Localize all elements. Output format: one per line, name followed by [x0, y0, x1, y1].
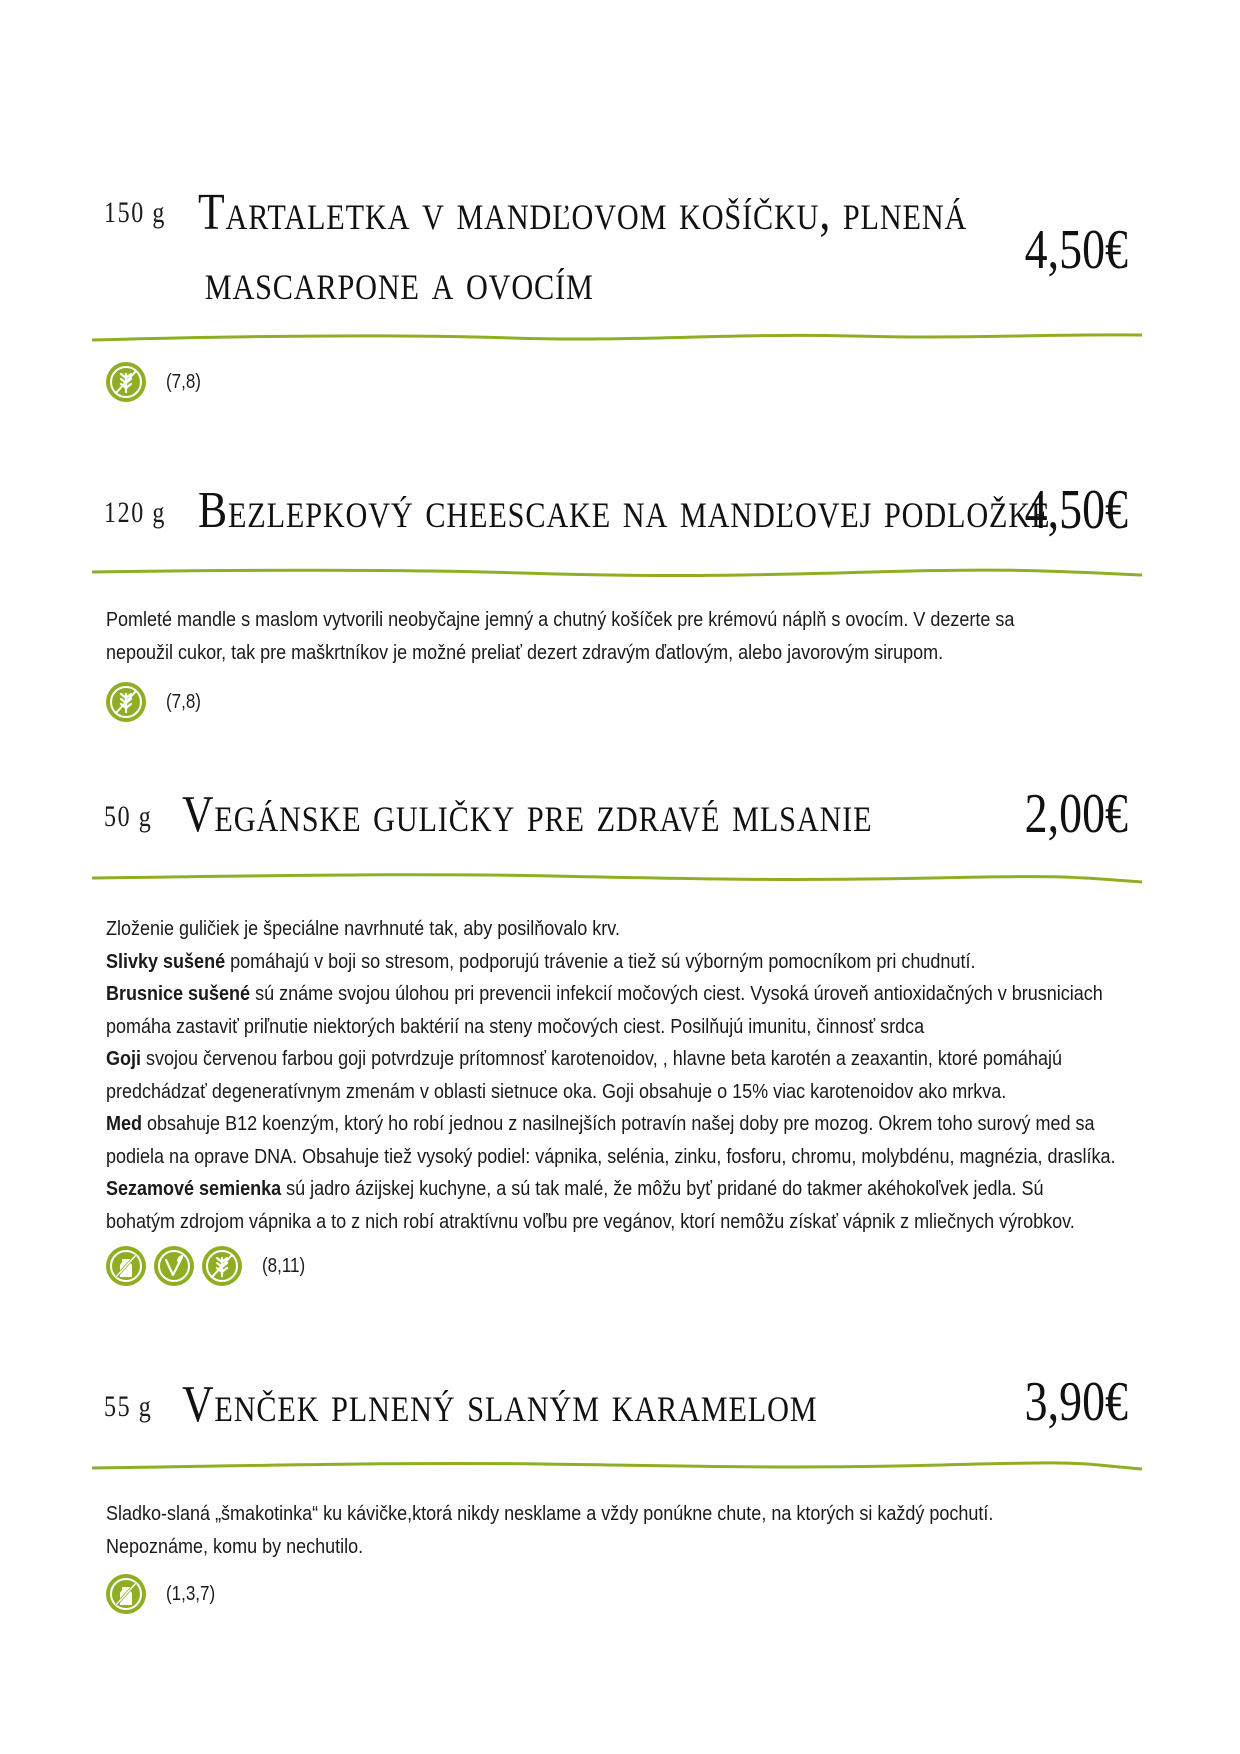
- allergen-row: [106, 1574, 224, 1614]
- allergen-row: [106, 682, 207, 722]
- description-line: Pomleté mandle s maslom vytvorili neobyčajne jemný a chutný košíček pre krémovú náplň s ovocím. V dezerte sa: [106, 609, 1015, 631]
- item-title-line: mascarpone a ovocím: [204, 254, 594, 311]
- allergen-codes: (7,8): [166, 690, 201, 713]
- description-line: Med obsahuje B12 koenzým, ktorý ho robí jednou z nasilnejších potravín našej doby pre mozog. Okrem toho surový med sa: [106, 1113, 1095, 1135]
- gluten-free-icon: [106, 682, 146, 722]
- item-description: [106, 604, 1060, 669]
- vegan-icon: [154, 1246, 194, 1286]
- item-weight: 120 g: [104, 496, 166, 529]
- description-line: Nepoznáme, komu by nechutilo.: [106, 1535, 364, 1558]
- description-line: bohatým zdrojom vápnika a to z nich robí atraktívnu voľbu pre vegánov, ktorí nemôžu získať vápnik z mliečnych výrobkov.: [106, 1210, 1075, 1233]
- allergen-codes: (7,8): [166, 370, 201, 393]
- divider-line: [92, 870, 1142, 888]
- item-price: 2,00€: [1024, 783, 1128, 845]
- item-description: [106, 1498, 1060, 1563]
- description-line: Zloženie guličiek je špeciálne navrhnuté tak, aby posilňovalo krv.: [106, 918, 620, 940]
- lactose-free-icon: [106, 1246, 146, 1286]
- allergen-codes: (8,11): [262, 1254, 306, 1277]
- divider-line: [92, 1458, 1142, 1476]
- item-price: 3,90€: [1024, 1371, 1128, 1433]
- item-weight: 50 g: [104, 800, 153, 833]
- item-title-line: Venček plnený slaným karamelom: [182, 1376, 818, 1433]
- description-line: predchádzať degeneratívnym zmenám v oblasti sietnuce oka. Goji obsahuje o 15% viac karotenoidov ako mrkva.: [106, 1080, 1007, 1103]
- item-title: [182, 780, 872, 850]
- item-title-line: Bezlepkový cheescake na mandľovej podložke: [198, 482, 1051, 539]
- description-line: Slivky sušené pomáhajú v boji so stresom, podporujú trávenie a tiež sú výborným pomocníkom pri chudnutí.: [106, 950, 976, 973]
- item-title: [198, 178, 967, 318]
- divider-line: [92, 566, 1142, 584]
- item-title: [198, 476, 1050, 546]
- description-line: pomáha zastaviť priľnutie niektorých baktérií na steny močových ciest. Posilňujú imunitu, činnosť srdca: [106, 1015, 925, 1038]
- item-title-line: Tartaletka v mandľovom košíčku, plnená: [198, 184, 968, 241]
- description-line: Sezamové semienka sú jadro ázijskej kuchyne, a sú tak malé, že môžu byť pridané do takmer akéhokoľvek jedla. Sú: [106, 1178, 1044, 1200]
- item-price: 4,50€: [1024, 219, 1128, 281]
- description-line: podiela na oprave DNA. Obsahuje tiež vysoký podiel: vápnika, selénia, zinku, fosforu, chromu, molybdénu, magnézia, draslíka.: [106, 1145, 1116, 1168]
- description-line: Brusnice sušené sú známe svojou úlohou pri prevencii infekcií močových ciest. Vysoká úroveň antioxidačných v brusniciach: [106, 983, 1103, 1005]
- item-description: [106, 913, 1116, 1238]
- item-price: 4,50€: [1024, 479, 1128, 541]
- allergen-row: [106, 1246, 313, 1286]
- gluten-free-icon: [106, 362, 146, 402]
- divider-line: [92, 330, 1142, 348]
- description-line: nepoužil cukor, tak pre maškrtníkov je možné preliať dezert zdravým ďatlovým, alebo javorovým sirupom.: [106, 641, 944, 664]
- item-title-line: Vegánske guličky pre zdravé mlsanie: [182, 786, 873, 843]
- allergen-row: [106, 362, 207, 402]
- description-line: Goji svojou červenou farbou goji potvrdzuje prítomnosť karotenoidov, , hlavne beta karotén a zeaxantin, ktoré pomáhajú: [106, 1048, 1062, 1070]
- item-title: [182, 1370, 818, 1440]
- lactose-free-icon: [106, 1574, 146, 1614]
- item-weight: 150 g: [104, 196, 166, 229]
- description-line: Sladko-slaná „šmakotinka“ ku kávičke,ktorá nikdy nesklame a vždy ponúkne chute, na ktorých si každý pochutí.: [106, 1503, 994, 1525]
- item-weight: 55 g: [104, 1390, 153, 1423]
- gluten-free-icon: [202, 1246, 242, 1286]
- allergen-codes: (1,3,7): [166, 1582, 216, 1605]
